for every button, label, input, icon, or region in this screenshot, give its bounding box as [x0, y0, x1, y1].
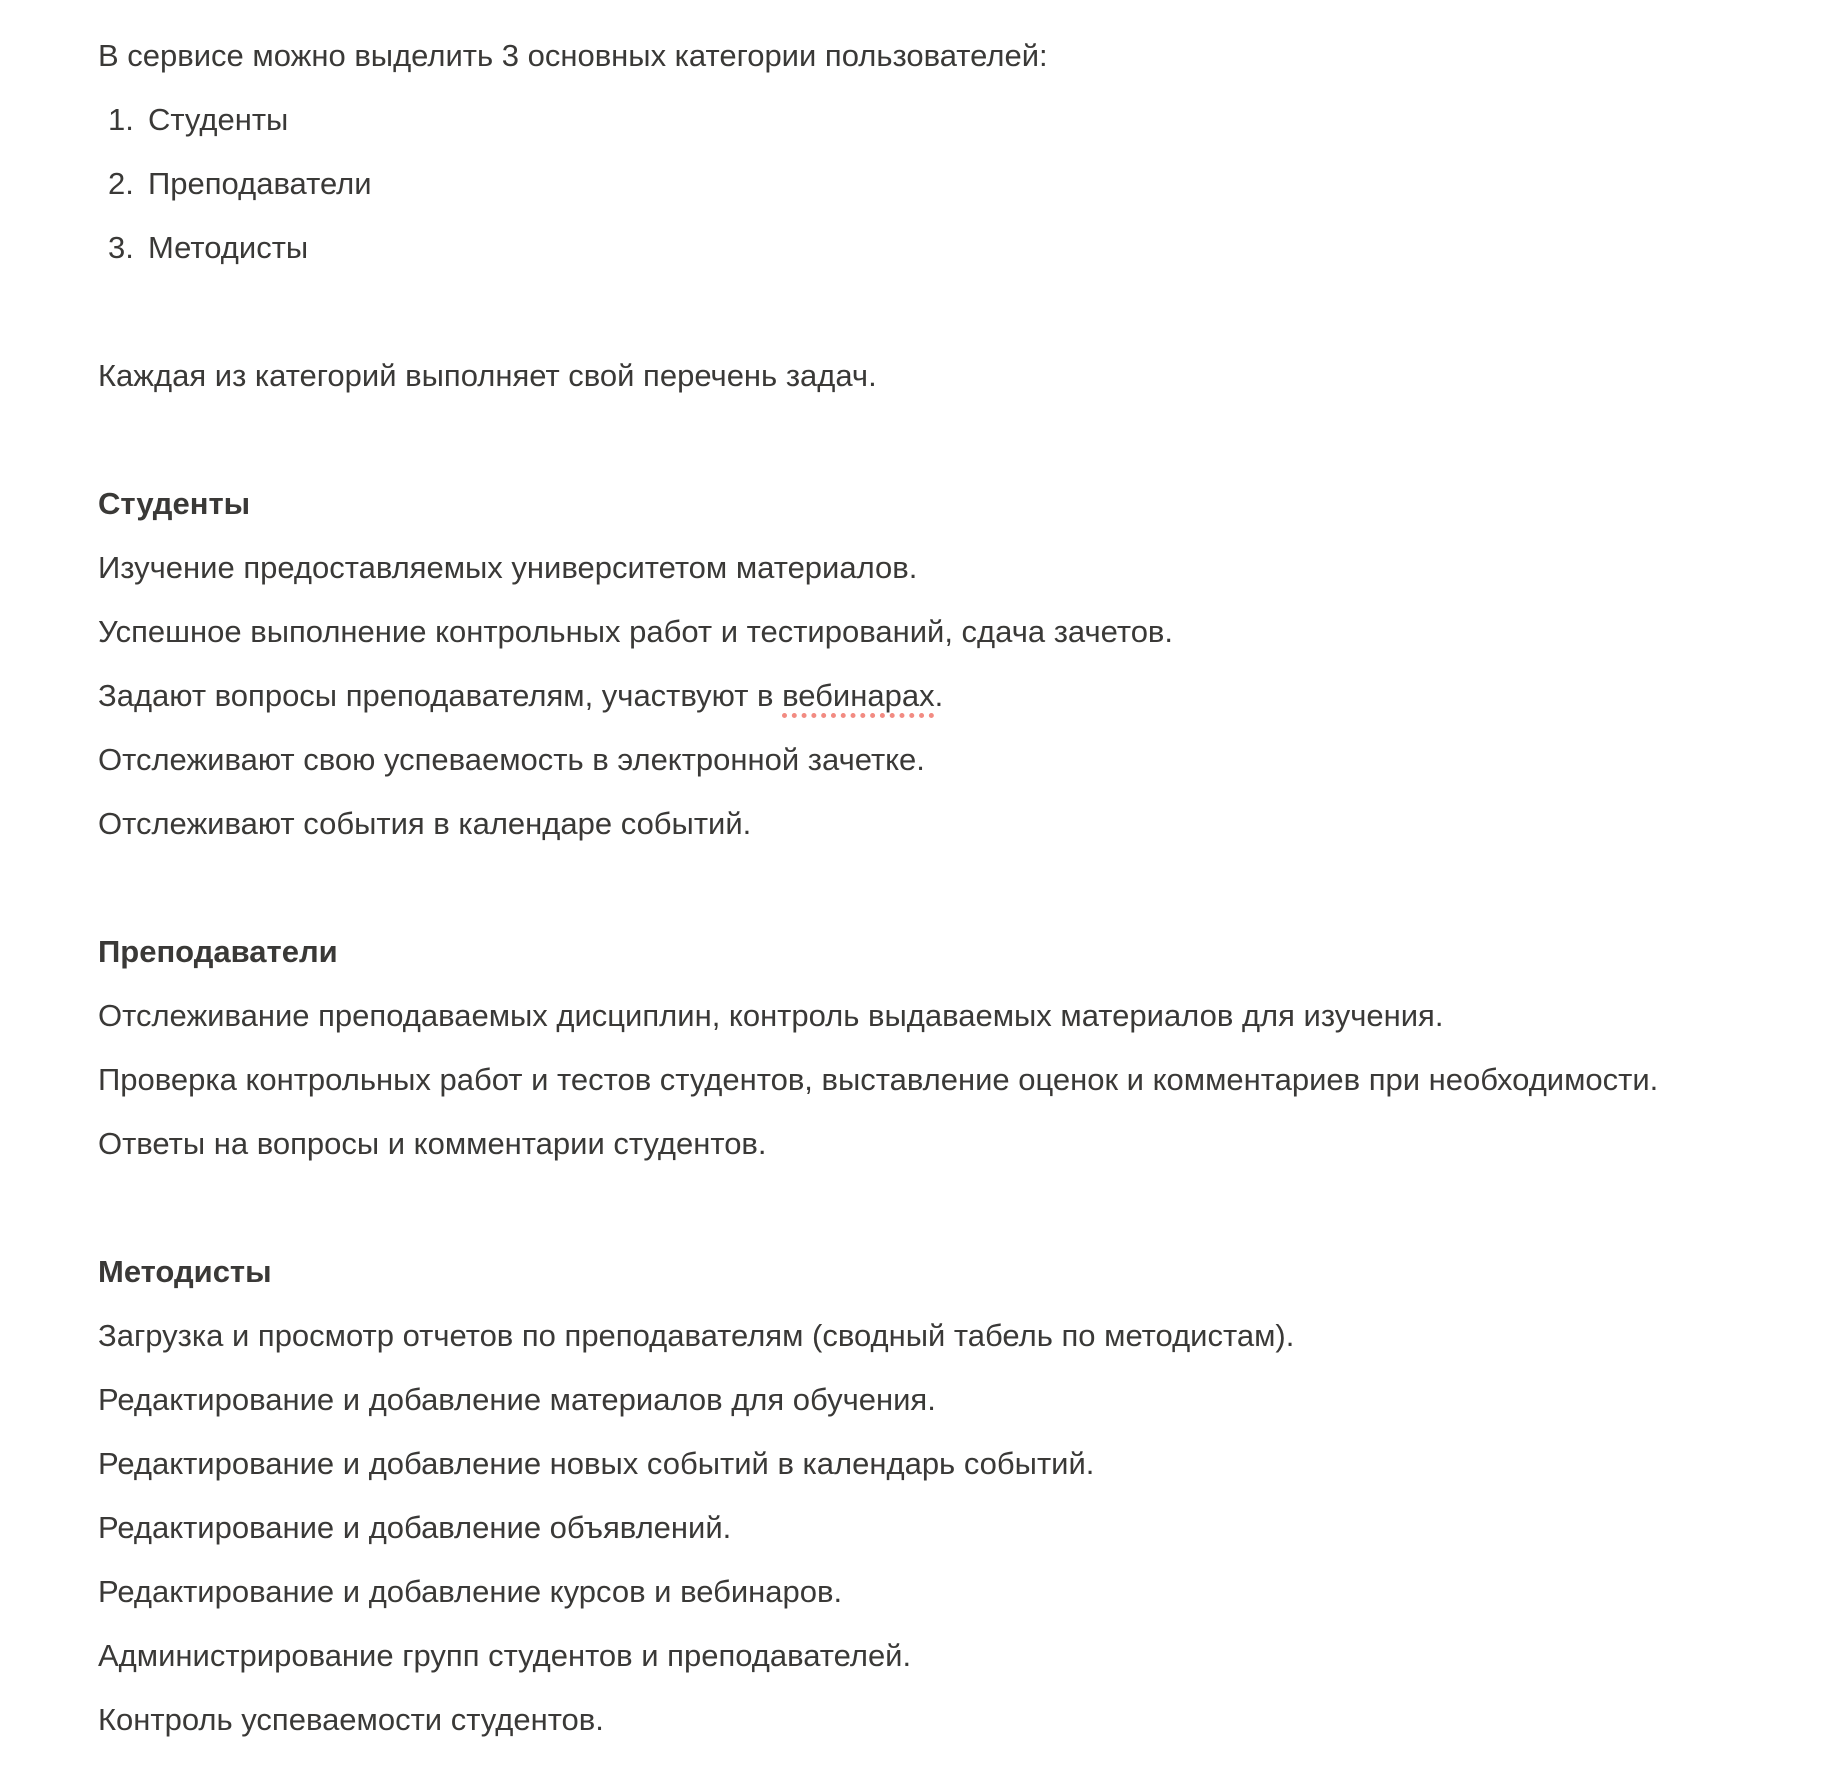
section-paragraph: Успешное выполнение контрольных работ и тестирований, сдача зачетов.: [98, 614, 1174, 649]
section-paragraph: Отслеживание преподаваемых дисциплин, контроль выдаваемых материалов для изучения.: [98, 998, 1444, 1033]
list-item-number: 2.: [108, 166, 134, 201]
blank-line: [98, 1189, 1808, 1253]
paragraph-text: Задают вопросы преподавателям, участвуют в: [98, 678, 783, 713]
section-paragraph: Редактирование и добавление курсов и вебинаров.: [98, 1574, 843, 1609]
section-heading-teachers: Преподаватели: [98, 934, 338, 969]
blank-line: [98, 869, 1808, 933]
section-paragraph: Ответы на вопросы и комментарии студентов.: [98, 1126, 767, 1161]
section-paragraph: Администрирование групп студентов и преподавателей.: [98, 1638, 912, 1673]
section-heading-methodists: Методисты: [98, 1254, 272, 1289]
section-heading-students: Студенты: [98, 486, 251, 521]
misspelled-word[interactable]: вебинарах: [782, 678, 935, 713]
user-categories-list: [98, 101, 1808, 266]
section-paragraph: Проверка контрольных работ и тестов студентов, выставление оценок и комментариев при необходимости.: [98, 1062, 1659, 1097]
list-item: [108, 165, 1808, 202]
section-paragraph: Изучение предоставляемых университетом материалов.: [98, 550, 918, 585]
paragraph-text: .: [934, 678, 944, 713]
section-paragraph: [98, 677, 1808, 714]
list-item-label: Методисты: [148, 230, 309, 265]
intro-paragraph: В сервисе можно выделить 3 основных категории пользователей:: [98, 38, 1048, 73]
blank-line: [98, 293, 1808, 357]
summary-paragraph: Каждая из категорий выполняет свой перечень задач.: [98, 358, 877, 393]
section-paragraph: Контроль успеваемости студентов.: [98, 1702, 604, 1737]
section-paragraph: Загрузка и просмотр отчетов по преподавателям (сводный табель по методистам).: [98, 1318, 1295, 1353]
list-item-number: 1.: [108, 102, 134, 137]
section-paragraph: Отслеживают свою успеваемость в электронной зачетке.: [98, 742, 925, 777]
blank-line: [98, 421, 1808, 485]
list-item-number: 3.: [108, 230, 134, 265]
list-item: [108, 229, 1808, 266]
list-item-label: Студенты: [148, 102, 289, 137]
section-paragraph: Редактирование и добавление материалов для обучения.: [98, 1382, 936, 1417]
list-item-label: Преподаватели: [148, 166, 372, 201]
list-item: [108, 101, 1808, 138]
section-paragraph: Редактирование и добавление новых событий в календарь событий.: [98, 1446, 1095, 1481]
section-paragraph: Редактирование и добавление объявлений.: [98, 1510, 732, 1545]
section-paragraph: Отслеживают события в календаре событий.: [98, 806, 752, 841]
